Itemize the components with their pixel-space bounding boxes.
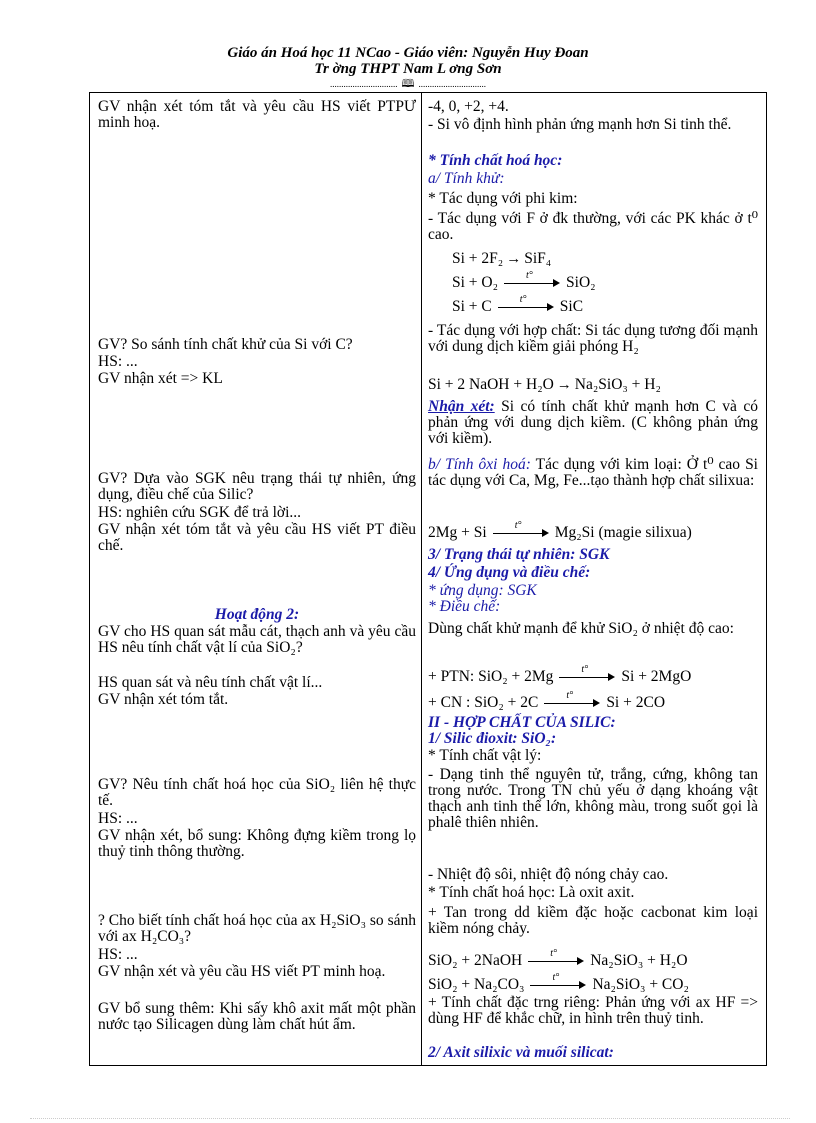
arrow-icon <box>498 294 554 312</box>
equation-cn <box>428 690 758 711</box>
eq2-right: SiO₂ <box>566 274 596 291</box>
equation-si-f2 <box>452 251 782 267</box>
chemical-properties-sio2: * Tính chất hoá học: Là oxit axit. <box>428 884 635 901</box>
header-rule <box>258 80 558 90</box>
heat-label: t° <box>566 690 574 702</box>
page-footer-rule <box>30 1118 790 1119</box>
heat-label: t° <box>519 294 527 306</box>
remark-text: Si có tính chất khử mạnh hơn C và có phản ứng với dung dịch kiềm. (C không phản ứng với kiềm). <box>428 398 758 447</box>
left-p2b: HS: ... <box>98 353 138 370</box>
silicic-acid-heading: 2/ Axit silixic và muối silicat: <box>428 1044 614 1061</box>
physical-properties-text: - Dạng tinh thể nguyên tử, trắng, cứng, không tan trong nước. Trong TN chủ yếu ở dạng khoáng vật thạch anh tinh thể lớn, không màu, trong suốt gọi là phalê thiên nhiên. <box>428 766 758 831</box>
application-item: * ứng dụng: SGK <box>428 582 537 599</box>
arrow-icon <box>559 664 615 682</box>
rule-left: .............................. <box>330 79 398 89</box>
with-compounds-note: - Tác dụng với hợp chất: Si tác dụng tương đối mạnh với dung dịch kiềm giải phóng H₂ <box>428 322 758 355</box>
eq1-left: Si + 2F₂ <box>452 250 504 267</box>
left-p6b: HS: ... <box>98 946 138 963</box>
left-p5b: HS: ... <box>98 810 138 827</box>
heat-label: t° <box>526 270 533 282</box>
heat-label: t° <box>514 520 522 532</box>
arrow-icon: → <box>506 251 522 267</box>
left-p6d: GV bổ sung thêm: Khi sấy khô axit mất một phần nước tạo Silicagen dùng làm chất hút ẩm. <box>98 1000 416 1033</box>
with-fluorine-note: - Tác dụng với F ở đk thường, với các PK khác ở t⁰ cao. <box>428 210 758 243</box>
left-p2a: GV? So sánh tính chất khử của Si với C? <box>98 336 353 353</box>
physical-properties-heading: * Tính chất vật lý: <box>428 747 542 764</box>
arrow-icon <box>530 972 586 990</box>
left-p3b: HS: nghiên cứu SGK để trả lời... <box>98 504 302 521</box>
arrow-icon <box>528 948 584 966</box>
oxidizing-note <box>428 457 758 489</box>
arrow-icon <box>544 690 600 708</box>
heat-label: t° <box>581 664 589 676</box>
eq8-left: SiO₂ + 2NaOH <box>428 952 523 969</box>
left-p3a: GV? Dựa vào SGK nêu trạng thái tự nhiên, ứng dụng, điều chế của Silic? <box>98 470 416 503</box>
equation-si-naoh <box>428 377 758 393</box>
application-heading: 4/ Ứng dụng và điều chế: <box>428 564 591 581</box>
melting-point-note: - Nhiệt độ sôi, nhiệt độ nóng chảy cao. <box>428 866 669 883</box>
equation-si-o2 <box>452 270 782 291</box>
header-line-1: Giáo án Hoá học 11 NCao - Giáo viên: Nguyễn Huy Đoan <box>227 45 589 61</box>
preparation-text: Dùng chất khử mạnh để khử SiO₂ ở nhiệt độ cao: <box>428 620 734 637</box>
preparation-item: * Điều chế: <box>428 598 501 615</box>
chemical-properties-heading: * Tính chất hoá học: <box>428 152 563 169</box>
left-p4c: GV nhận xét tóm tắt. <box>98 691 229 708</box>
eq6-right: Si + 2MgO <box>621 668 692 685</box>
heat-label: t° <box>552 972 560 984</box>
heat-label: t° <box>550 948 558 960</box>
eq7-left: + CN : SiO₂ + 2C <box>428 694 539 711</box>
eq9-right: Na₂SiO₃ + CO₂ <box>592 976 689 993</box>
equation-mg-si <box>428 520 758 541</box>
left-p1: GV nhận xét tóm tắt và yêu cầu HS viết PTPƯ minh hoạ. <box>98 98 416 131</box>
left-p3c: GV nhận xét tóm tắt và yêu cầu HS viết PT điều chế. <box>98 521 416 554</box>
eq2-left: Si + O₂ <box>452 274 499 291</box>
left-p6c: GV nhận xét và yêu cầu HS viết PT minh hoạ. <box>98 963 386 980</box>
reducing-heading: a/ Tính khử: <box>428 170 505 187</box>
remark <box>428 399 758 447</box>
eq7-right: Si + 2CO <box>606 694 666 711</box>
eq1-right: SiF₄ <box>524 250 552 267</box>
header-line-2: Tr ờng THPT Nam L ơng Sơn <box>314 61 502 77</box>
lesson-table <box>89 92 767 1066</box>
left-p2c: GV nhận xét => KL <box>98 370 223 387</box>
eq9-left: SiO₂ + Na₂CO₃ <box>428 976 525 993</box>
rule-right: .............................. <box>418 79 486 89</box>
equation-sio2-naoh <box>428 948 758 969</box>
eq3-left: Si + C <box>452 298 492 315</box>
natural-state-heading: 3/ Trạng thái tự nhiên: SGK <box>428 546 610 563</box>
si-reactivity-note: - Si vô định hình phản ứng mạnh hơn Si tinh thể. <box>428 116 732 133</box>
compounds-heading: II - HỢP CHẤT CỦA SILIC: <box>428 714 616 731</box>
activity-2-heading: Hoạt động 2: <box>214 606 300 623</box>
equation-si-c <box>452 294 782 315</box>
eq4-right: Na₂SiO₃ + H₂ <box>574 376 661 393</box>
eq3-right: SiC <box>559 298 584 315</box>
equation-sio2-na2co3 <box>428 972 758 993</box>
arrow-icon <box>493 520 549 538</box>
with-nonmetals: * Tác dụng với phi kim: <box>428 190 578 207</box>
eq5-left: 2Mg + Si <box>428 524 487 541</box>
arrow-icon <box>504 270 560 288</box>
book-icon: 🕮 <box>401 78 415 90</box>
alkali-note: + Tan trong dd kiềm đặc hoặc cacbonat kim loại kiềm nóng chảy. <box>428 904 758 937</box>
left-p5c: GV nhận xét, bổ sung: Không đựng kiềm trong lọ thuỷ tinh thông thường. <box>98 827 416 860</box>
oxidizing-text: Tác dụng với kim loại: Ở t⁰ cao Si tác dụng với Ca, Mg, Fe...tạo thành hợp chất silixua: <box>428 456 758 489</box>
arrow-icon: → <box>556 377 572 393</box>
eq4-left: Si + 2 NaOH + H₂O <box>428 376 554 393</box>
hf-note: + Tính chất đặc trng riêng: Phản ứng với ax HF => dùng HF để khắc chữ, in hình trên thuỷ tinh. <box>428 994 758 1027</box>
eq8-right: Na₂SiO₃ + H₂O <box>590 952 688 969</box>
column-divider <box>421 93 422 1065</box>
oxidizing-heading: b/ Tính ôxi hoá: <box>428 456 531 473</box>
equation-ptn <box>428 664 758 685</box>
left-p4a: GV cho HS quan sát mẫu cát, thạch anh và yêu cầu HS nêu tính chất vật lí của SiO₂? <box>98 623 416 656</box>
left-p4b: HS quan sát và nêu tính chất vật lí... <box>98 674 323 691</box>
oxidation-states: -4, 0, +2, +4. <box>428 98 509 115</box>
remark-label: Nhận xét: <box>428 398 495 415</box>
left-p6a: ? Cho biết tính chất hoá học của ax H₂SiO₃ so sánh với ax H₂CO₃? <box>98 912 416 945</box>
eq6-left: + PTN: SiO₂ + 2Mg <box>428 668 554 685</box>
left-p5a: GV? Nêu tính chất hoá học của SiO₂ liên hệ thực tế. <box>98 776 416 809</box>
sio2-heading: 1/ Silic đioxit: SiO₂: <box>428 730 557 747</box>
eq5-right: Mg₂Si (magie silixua) <box>554 524 692 541</box>
